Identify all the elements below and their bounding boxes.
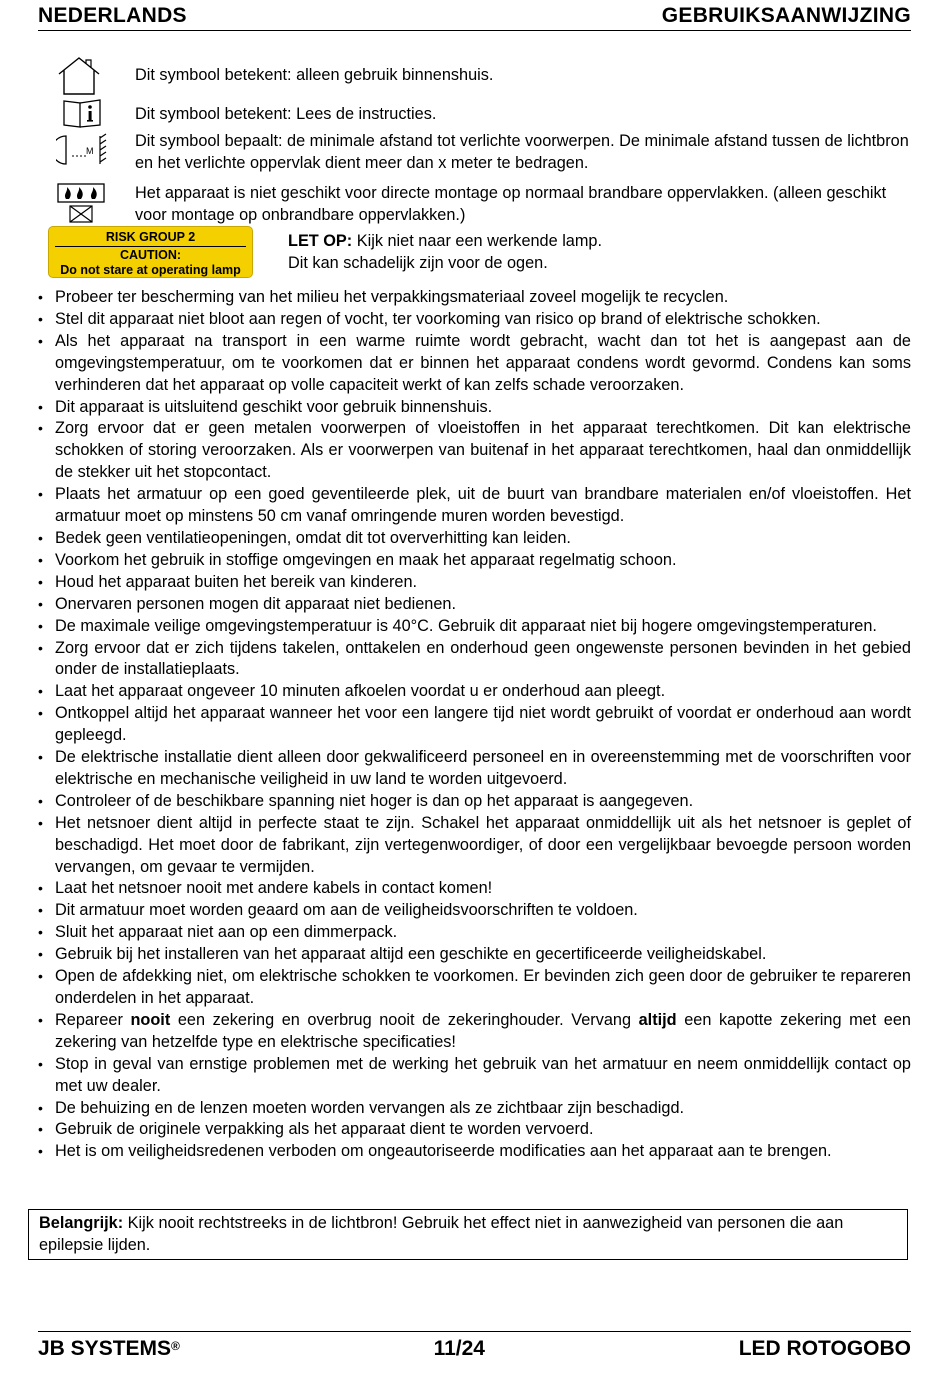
symbol-row-indoor xyxy=(56,56,916,96)
symbol-row-flammable xyxy=(56,182,916,226)
minimum-distance-icon xyxy=(56,130,108,170)
symbol-text-distance: Dit symbool bepaalt: de minimale afstand tot verlichte voorwerpen. De minimale afstand tussen de lichtbron en het verlichte oppervlak dient meer dan x meter te bedragen. xyxy=(135,132,909,172)
important-note-box xyxy=(28,1209,908,1260)
footer-product: LED ROTOGOBO xyxy=(738,1337,911,1360)
list-item: • Controleer of de beschikbare spanning niet hoger is dan op het apparaat is aangegeven. xyxy=(38,791,911,813)
flammable-surface-icon xyxy=(56,182,106,226)
header-language: NEDERLANDS xyxy=(38,4,187,27)
page-footer xyxy=(38,1331,911,1361)
list-item: • Ontkoppel altijd het apparaat wanneer het voor een langere tijd niet wordt gebruikt of voordat er onderhoud aan wordt gepleegd. xyxy=(38,703,911,747)
page-header xyxy=(38,4,911,31)
registered-mark: ® xyxy=(171,1339,180,1353)
list-item: • Dit apparaat is uitsluitend geschikt voor gebruik binnenshuis. xyxy=(38,397,911,419)
caution-text xyxy=(288,230,788,274)
symbol-text-manual: Dit symbool betekent: Lees de instructies. xyxy=(135,105,437,123)
distance-icon-label: M xyxy=(86,146,94,156)
caution-line1: Kijk niet naar een werkende lamp. xyxy=(352,232,603,250)
list-item: • De behuizing en de lenzen moeten worden vervangen als ze zichtbaar zijn beschadigd. xyxy=(38,1098,911,1120)
list-item: • De elektrische installatie dient alleen door gekwalificeerd personeel en in overeenstemming met de voorschriften voor elektrische en mechanische veiligheid in uw land te worden uitgevoerd. xyxy=(38,747,911,791)
list-item: • Plaats het armatuur op een goed geventileerde plek, uit de buurt van brandbare materialen en/of vloeistoffen. Het armatuur moet op minstens 50 cm vanaf omringende muren worden bevestigd. xyxy=(38,484,911,528)
list-item: • Sluit het apparaat niet aan op een dimmerpack. xyxy=(38,922,911,944)
risk-group-label xyxy=(48,226,253,278)
list-item: • Laat het netsnoer nooit met andere kabels in contact komen! xyxy=(38,878,911,900)
important-note-text: Kijk nooit rechtstreeks in de lichtbron! Gebruik het effect niet in aanwezigheid van personen die aan epilepsie lijden. xyxy=(39,1214,844,1254)
list-item: • Laat het apparaat ongeveer 10 minuten afkoelen voordat u er onderhoud aan pleegt. xyxy=(38,681,911,703)
fuse-text-3: een kapotte zekering met een zekering van hetzelfde type en elektrische specificaties! xyxy=(55,1010,911,1051)
symbol-row-distance xyxy=(56,130,916,176)
manual-info-icon xyxy=(56,97,104,129)
list-item: • Als het apparaat na transport in een warme ruimte wordt gebracht, wacht dan tot het is aangepast aan de omgevingstemperatuur, om te voorkomen dat er binnen het apparaat condens wordt gevormd. Condens kan soms verhinderen dat het apparaat op volle capaciteit werkt of kan zelfs schade veroorzaken. xyxy=(38,331,911,397)
list-item: • Gebruik bij het installeren van het apparaat altijd een geschikte en gecertificeerde veiligheidskabel. xyxy=(38,944,911,966)
list-item: • Stop in geval van ernstige problemen met de werking het gebruik van het armatuur en neem onmiddellijk contact op met uw dealer. xyxy=(38,1054,911,1098)
list-item: • Houd het apparaat buiten het bereik van kinderen. xyxy=(38,572,911,594)
list-item: • Dit armatuur moet worden geaard om aan de veiligheidsvoorschriften te voldoen. xyxy=(38,900,911,922)
list-item: • Open de afdekking niet, om elektrische schokken te voorkomen. Er bevinden zich geen door de gebruiker te repareren onderdelen in het apparaat. xyxy=(38,966,911,1010)
list-item: • De maximale veilige omgevingstemperatuur is 40°C. Gebruik dit apparaat niet bij hogere omgevingstemperaturen. xyxy=(38,616,911,638)
list-item: • Zorg ervoor dat er geen metalen voorwerpen of vloeistoffen in het apparaat terechtkomen. Dit kan elektrische schokken of storing veroorzaken. Als er voorwerpen van buitenaf in het apparaat terechtkomen, haal dan onmiddellijk de stekker uit het stopcontact. xyxy=(38,418,911,484)
fuse-bold-always: altijd xyxy=(638,1010,677,1029)
footer-brand xyxy=(38,1337,180,1361)
footer-page-number: 11/24 xyxy=(433,1337,485,1360)
fuse-bold-never: nooit xyxy=(130,1010,171,1029)
fuse-text-1: Repareer xyxy=(55,1010,131,1029)
list-item: • Het is om veiligheidsredenen verboden om ongeautoriseerde modificaties aan het apparaat aan te brengen. xyxy=(38,1141,911,1163)
list-item-fuse xyxy=(38,1010,911,1054)
symbol-text-flammable: Het apparaat is niet geschikt voor directe montage op normaal brandbare oppervlakken. (alleen geschikt voor montage op onbrandbare oppervlakken.) xyxy=(135,184,887,224)
symbol-text-indoor: Dit symbool betekent: alleen gebruik binnenshuis. xyxy=(135,66,494,84)
list-item: • Gebruik de originele verpakking als het apparaat dient te worden vervoerd. xyxy=(38,1119,911,1141)
list-item: • Onervaren personen mogen dit apparaat niet bedienen. xyxy=(38,594,911,616)
list-item: • Voorkom het gebruik in stoffige omgevingen en maak het apparaat regelmatig schoon. xyxy=(38,550,911,572)
important-note-bold: Belangrijk: xyxy=(39,1214,124,1232)
fuse-text-2: een zekering en overbrug nooit de zekeringhouder. Vervang xyxy=(170,1010,639,1029)
risk-group-title: RISK GROUP 2 xyxy=(55,230,246,247)
safety-instructions-list xyxy=(38,287,911,1163)
caution-bold: LET OP: xyxy=(288,232,353,250)
list-item: • Probeer ter bescherming van het milieu het verpakkingsmateriaal zoveel mogelijk te recyclen. xyxy=(38,287,911,309)
list-item: • Zorg ervoor dat er zich tijdens takelen, onttakelen en onderhoud geen ongewenste personen bevinden in het gebied onder de installatieplaats. xyxy=(38,638,911,682)
list-item: • Stel dit apparaat niet bloot aan regen of vocht, ter voorkoming van risico op brand of elektrische schokken. xyxy=(38,309,911,331)
list-item: • Het netsnoer dient altijd in perfecte staat te zijn. Schakel het apparaat onmiddellijk uit als het netsnoer is geplet of beschadigd. Het moet door de fabrikant, zijn vertegenwoordiger, of door een vergelijkbaar bevoegde persoon worden vervangen, om gevaar te vermijden. xyxy=(38,813,911,879)
risk-caution-text: Do not stare at operating lamp xyxy=(60,263,241,277)
house-icon xyxy=(56,56,102,96)
list-item: • Bedek geen ventilatieopeningen, omdat dit tot oververhitting kan leiden. xyxy=(38,528,911,550)
header-doc-type: GEBRUIKSAANWIJZING xyxy=(661,4,911,27)
symbol-row-manual xyxy=(56,97,916,131)
footer-brand-name: JB SYSTEMS xyxy=(38,1337,172,1360)
risk-caution-title: CAUTION: xyxy=(119,248,182,262)
caution-line2: Dit kan schadelijk zijn voor de ogen. xyxy=(288,254,548,272)
